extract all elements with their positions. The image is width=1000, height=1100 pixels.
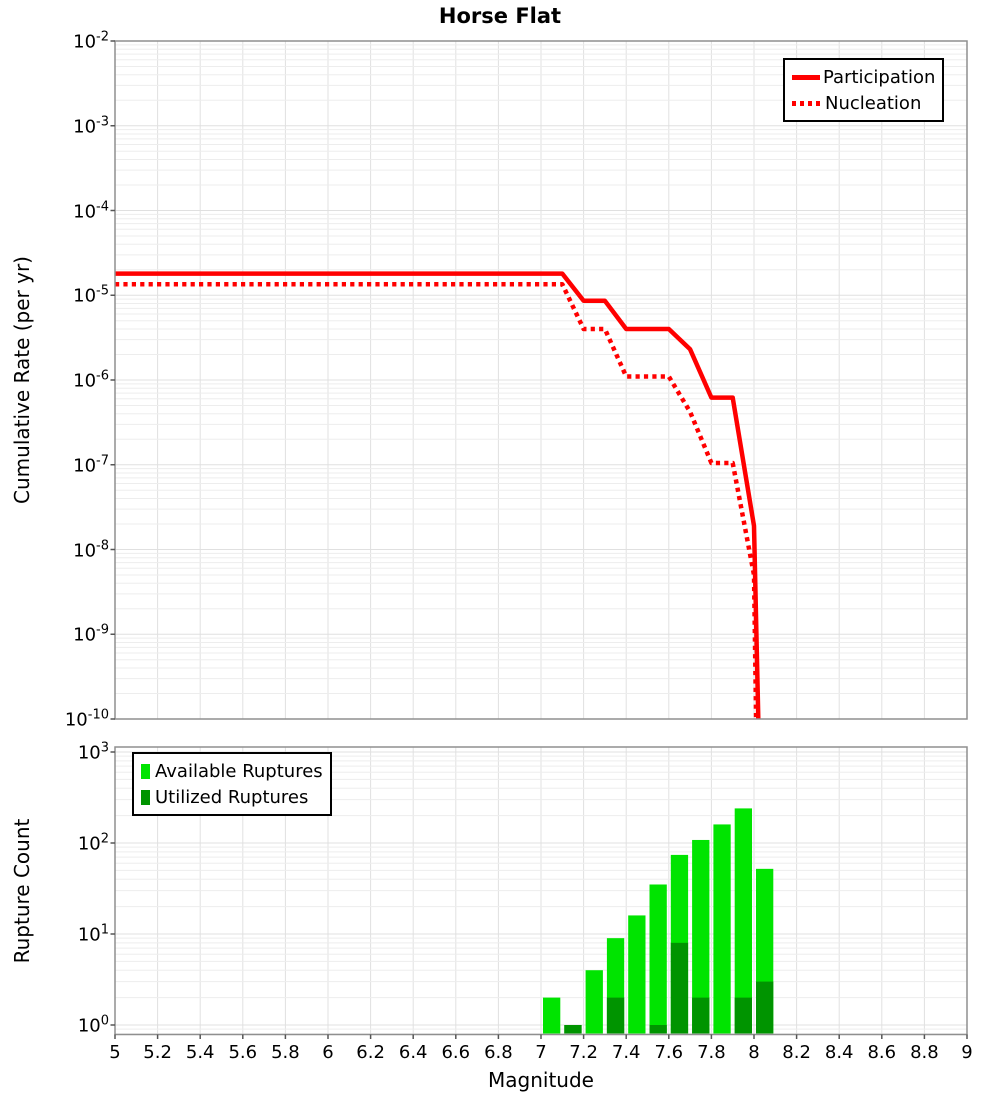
legend-label-nucleation: Nucleation (825, 92, 922, 114)
utilized-bar (756, 982, 773, 1034)
utilized-ruptures-swatch (141, 790, 150, 805)
legend-label-participation: Participation (823, 66, 936, 88)
x-tick-label: 7.8 (697, 1042, 726, 1063)
x-tick-label: 7.4 (611, 1042, 641, 1063)
x-tick-label: 6 (322, 1042, 334, 1063)
available-bar (713, 824, 730, 1033)
x-tick-label: 7 (535, 1042, 547, 1063)
available-bar (650, 884, 667, 1033)
x-tick-label: 6.2 (356, 1042, 385, 1063)
x-axis-title: Magnitude (488, 1068, 594, 1092)
x-tick-label: 8.2 (782, 1042, 811, 1063)
bottom-y-tick-label: $10^2$ (77, 831, 109, 855)
bottom-y-tick-label: $10^0$ (77, 1013, 109, 1037)
nucleation-line-swatch (792, 101, 820, 106)
nucleation-curve (115, 284, 756, 719)
utilized-bar (692, 998, 709, 1034)
x-tick-label: 7.6 (654, 1042, 684, 1063)
available-bar (628, 915, 645, 1033)
top-y-tick-label: $10^{-2}$ (73, 29, 109, 53)
top-y-axis-title: Cumulative Rate (per yr) (10, 256, 34, 504)
utilized-bar (671, 943, 688, 1034)
utilized-bar (607, 998, 624, 1034)
top-legend (783, 58, 944, 122)
legend-item-available (141, 758, 323, 784)
top-y-tick-label: $10^{-5}$ (73, 283, 109, 307)
x-tick-label: 9 (961, 1042, 973, 1063)
legend-item-nucleation (792, 90, 935, 116)
x-tick-label: 6.6 (441, 1042, 471, 1063)
available-ruptures-swatch (141, 764, 150, 779)
x-tick-label: 6.8 (484, 1042, 513, 1063)
x-tick-label: 5.4 (185, 1042, 215, 1063)
bottom-y-tick-label: $10^3$ (77, 740, 109, 764)
chart-title: Horse Flat (438, 4, 562, 28)
legend-label-available: Available Ruptures (155, 760, 323, 782)
top-y-tick-label: $10^{-9}$ (73, 622, 109, 646)
utilized-bar (564, 1025, 581, 1034)
legend-item-participation (792, 64, 935, 90)
participation-curve (115, 274, 758, 719)
legend-label-utilized: Utilized Ruptures (155, 786, 309, 808)
top-y-tick-label: $10^{-6}$ (73, 368, 109, 392)
available-bar (543, 998, 560, 1034)
x-tick-label: 8.8 (910, 1042, 939, 1063)
utilized-bar (735, 998, 752, 1034)
participation-line-swatch (792, 75, 820, 80)
top-y-tick-label: $10^{-10}$ (64, 707, 109, 731)
x-tick-label: 5 (109, 1042, 121, 1063)
available-bar (586, 970, 603, 1033)
top-y-tick-label: $10^{-3}$ (73, 114, 109, 138)
top-y-tick-label: $10^{-4}$ (73, 199, 109, 222)
bottom-legend (132, 752, 332, 816)
x-tick-label: 8.4 (824, 1042, 854, 1063)
legend-item-utilized (141, 784, 323, 810)
x-tick-label: 5.8 (271, 1042, 300, 1063)
x-tick-label: 8 (748, 1042, 760, 1063)
top-y-tick-label: $10^{-8}$ (73, 538, 109, 561)
x-tick-label: 8.6 (867, 1042, 897, 1063)
x-tick-label: 6.4 (398, 1042, 428, 1063)
top-y-tick-label: $10^{-7}$ (73, 453, 109, 477)
x-tick-label: 5.6 (228, 1042, 258, 1063)
bottom-y-tick-label: $10^1$ (77, 922, 109, 946)
utilized-bar (650, 1025, 667, 1034)
x-tick-label: 7.2 (569, 1042, 598, 1063)
x-tick-label: 5.2 (143, 1042, 172, 1063)
bottom-y-axis-title: Rupture Count (10, 818, 34, 964)
